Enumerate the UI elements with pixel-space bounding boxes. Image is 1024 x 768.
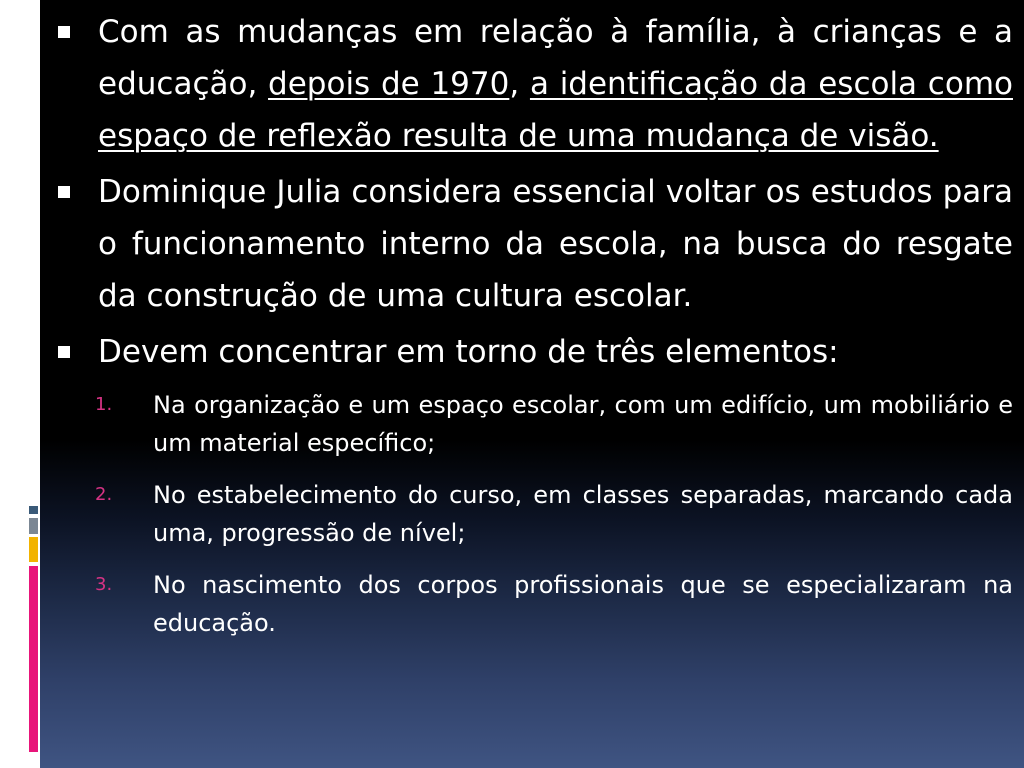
side-accent-blue [29,506,38,514]
bullet-item [58,6,1013,162]
item-text: Na organização e um espaço escolar, com um edifício, um mobiliário e um material específico; [153,391,1013,457]
side-panel [0,0,40,768]
numbered-item [57,386,1013,462]
item-number: 3. [95,574,113,595]
bullet-text: Dominique Julia considera essencial voltar os estudos para o funcionamento interno da escola, na busca do resgate da construção de uma cultura escolar. [98,174,1013,314]
side-accent-gray [29,518,38,534]
square-bullet-icon [58,346,70,358]
square-bullet-icon [58,26,70,38]
item-number: 2. [95,484,113,505]
item-number: 1. [95,394,113,415]
bullet-text: Devem concentrar em torno de três elementos: [98,334,839,370]
side-accent-pink [29,566,38,752]
underlined-text-segment: a identificação da escola como espaço de reflexão resulta de uma mudança de visão. [98,66,1013,154]
underlined-text-segment: depois de 1970 [268,66,510,102]
bullet-item [58,166,1013,322]
square-bullet-icon [58,186,70,198]
side-accent-yellow [29,537,38,562]
item-text: No estabelecimento do curso, em classes separadas, marcando cada uma, progressão de nível; [153,481,1013,547]
text-segment: , [509,66,530,102]
slide-content [58,6,1013,656]
bullet-item [58,326,1013,378]
numbered-item [57,476,1013,552]
numbered-item [57,566,1013,642]
text-segment: Com as mudanças em relação à família, à crianças e a educação, [98,14,1013,102]
bullet-text [98,14,1013,154]
item-text: No nascimento dos corpos profissionais que se especializaram na educação. [153,571,1013,637]
